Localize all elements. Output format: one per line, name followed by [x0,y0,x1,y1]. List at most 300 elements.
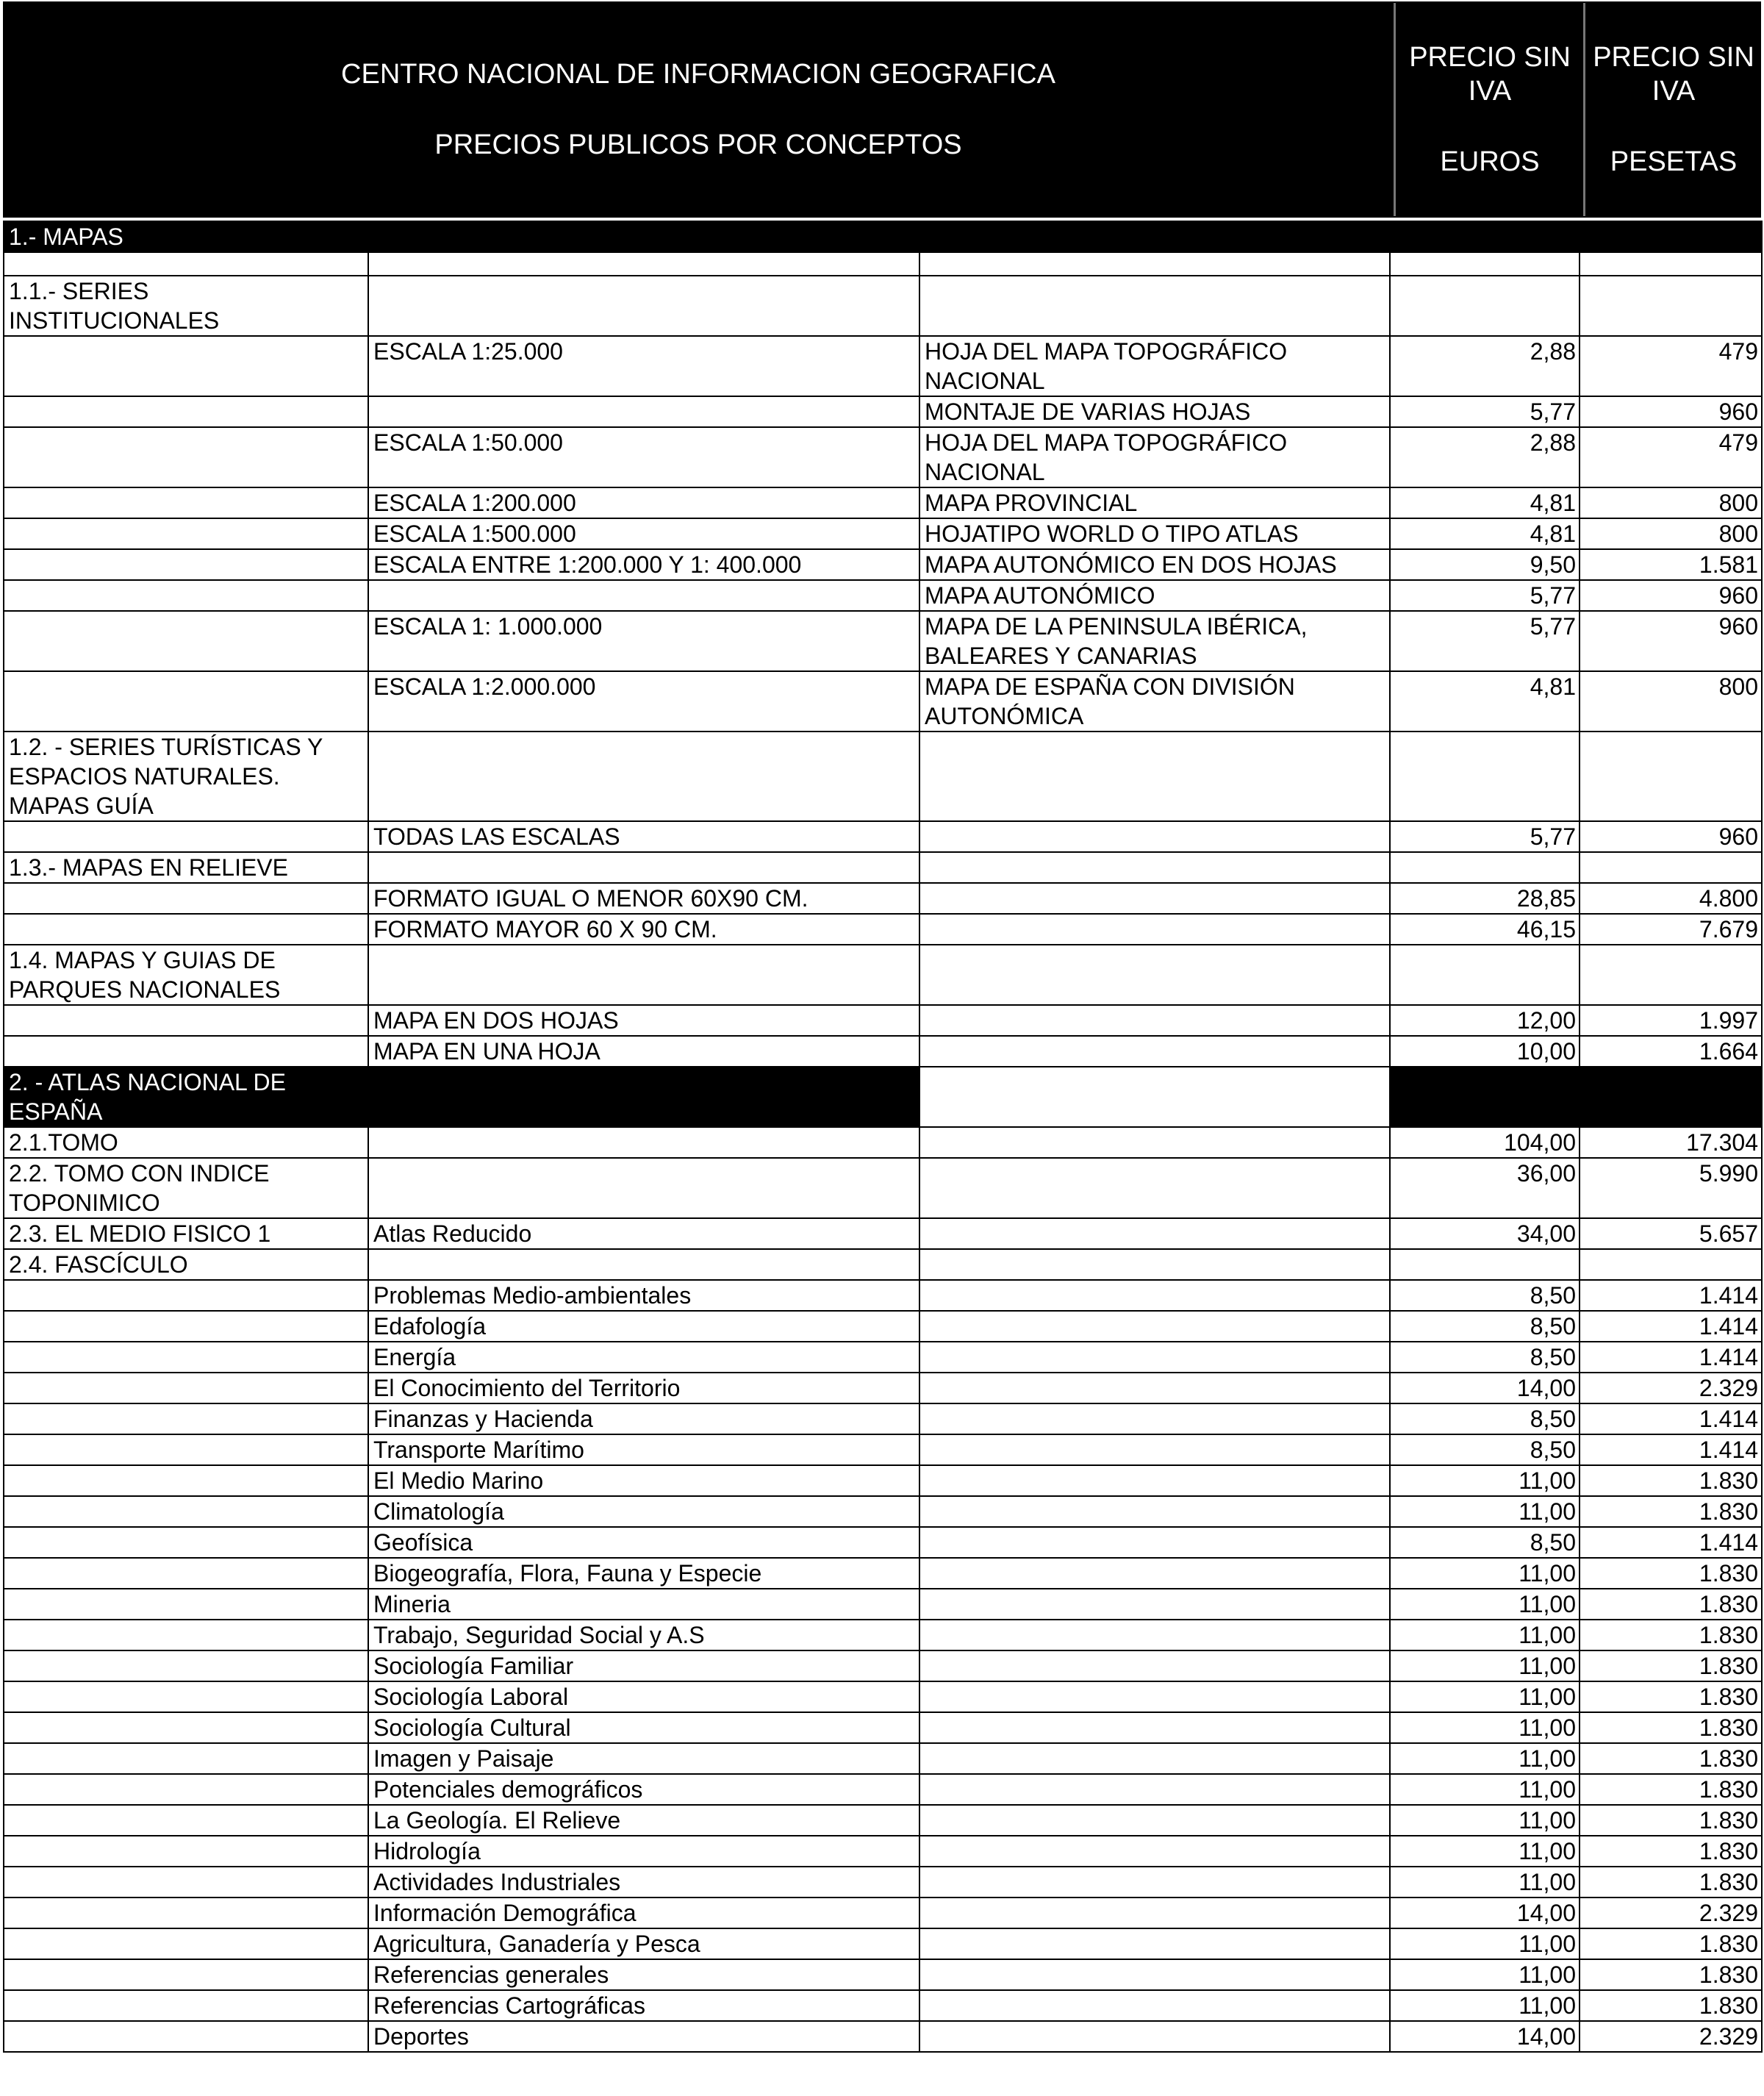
description-cell [919,252,1390,276]
table-row [4,1218,1762,1249]
concept-cell [4,487,368,518]
description-cell [919,1836,1390,1867]
concept-cell [4,914,368,945]
scale-cell: El Medio Marino [368,1465,919,1496]
description-cell [919,914,1390,945]
price-euros-cell: 8,50 [1390,1280,1580,1311]
price-pesetas-cell: 5.657 [1580,1218,1762,1249]
table-row [4,1036,1762,1067]
price-pesetas-cell: 2.329 [1580,1373,1762,1403]
price-euros-cell: 11,00 [1390,1712,1580,1743]
scale-cell: Climatología [368,1496,919,1527]
header-title-cell [4,3,1392,216]
price-pesetas-cell: 1.830 [1580,1681,1762,1712]
price-pesetas-cell: 1.414 [1580,1403,1762,1434]
description-cell [919,1527,1390,1558]
description-cell [919,852,1390,883]
price-pesetas-cell [1580,1067,1762,1127]
scale-cell: Problemas Medio-ambientales [368,1280,919,1311]
scale-cell [368,396,919,427]
table-row [4,518,1762,549]
concept-cell [4,1712,368,1743]
price-pesetas-cell [1580,276,1762,336]
price-pesetas-cell: 479 [1580,427,1762,487]
concept-cell [4,821,368,852]
price-table-body [4,221,1762,2052]
price-pesetas-cell: 1.830 [1580,1774,1762,1805]
price-euros-cell: 5,77 [1390,611,1580,671]
description-cell: HOJA DEL MAPA TOPOGRÁFICO NACIONAL [919,336,1390,396]
price-euros-cell [1390,1249,1580,1280]
price-euros-cell: 36,00 [1390,1158,1580,1218]
scale-cell [368,1158,919,1218]
euros-col-label-2: IVA [1468,76,1512,107]
scale-cell: ESCALA 1:200.000 [368,487,919,518]
price-pesetas-cell: 1.830 [1580,1836,1762,1867]
table-row [4,1403,1762,1434]
price-pesetas-cell: 1.414 [1580,1342,1762,1373]
price-euros-cell [1390,852,1580,883]
description-cell: MAPA PROVINCIAL [919,487,1390,518]
price-euros-cell: 8,50 [1390,1311,1580,1342]
description-cell: MAPA DE LA PENINSULA IBÉRICA, BALEARES Y CANARIAS [919,611,1390,671]
concept-cell [4,1589,368,1620]
price-pesetas-cell: 1.830 [1580,1867,1762,1898]
price-euros-cell: 9,50 [1390,549,1580,580]
description-cell [919,883,1390,914]
scale-cell: Información Demográfica [368,1898,919,1928]
concept-cell [4,336,368,396]
scale-cell: Imagen y Paisaje [368,1743,919,1774]
price-pesetas-cell [1580,252,1762,276]
price-pesetas-cell [1580,221,1762,252]
price-euros-cell: 14,00 [1390,1898,1580,1928]
price-euros-cell: 46,15 [1390,914,1580,945]
price-pesetas-cell: 960 [1580,580,1762,611]
scale-cell [368,221,919,252]
concept-cell [4,427,368,487]
header-pesetas-cell [1583,3,1762,216]
table-row [4,821,1762,852]
concept-cell [4,1342,368,1373]
concept-cell [4,1805,368,1836]
price-pesetas-cell [1580,1249,1762,1280]
price-pesetas-cell: 2.329 [1580,2021,1762,2052]
price-euros-cell: 2,88 [1390,336,1580,396]
concept-cell [4,1373,368,1403]
table-row [4,1990,1762,2021]
table-row [4,487,1762,518]
scale-cell [368,732,919,821]
price-pesetas-cell: 960 [1580,396,1762,427]
description-cell [919,1067,1390,1127]
price-pesetas-cell: 800 [1580,518,1762,549]
scale-cell [368,580,919,611]
price-pesetas-cell: 800 [1580,487,1762,518]
concept-cell [4,1558,368,1589]
description-cell: MAPA DE ESPAÑA CON DIVISIÓN AUTONÓMICA [919,671,1390,732]
concept-cell [4,1681,368,1712]
table-row [4,1898,1762,1928]
table-row [4,276,1762,336]
table-row [4,2021,1762,2052]
price-pesetas-cell: 1.830 [1580,1620,1762,1650]
price-euros-cell: 11,00 [1390,1650,1580,1681]
description-cell [919,1434,1390,1465]
concept-cell: 1.- MAPAS [4,221,368,252]
price-pesetas-cell: 1.414 [1580,1527,1762,1558]
price-euros-cell: 28,85 [1390,883,1580,914]
scale-cell: El Conocimiento del Territorio [368,1373,919,1403]
table-row [4,1712,1762,1743]
price-euros-cell [1390,276,1580,336]
price-pesetas-cell: 1.830 [1580,1743,1762,1774]
scale-cell [368,1127,919,1158]
euros-col-label-1: PRECIO SIN [1409,42,1571,73]
price-pesetas-cell: 1.414 [1580,1311,1762,1342]
price-euros-cell: 14,00 [1390,2021,1580,2052]
price-euros-cell: 11,00 [1390,1928,1580,1959]
concept-cell [4,549,368,580]
table-row [4,611,1762,671]
concept-cell [4,1403,368,1434]
scale-cell: ESCALA 1:25.000 [368,336,919,396]
price-pesetas-cell: 1.830 [1580,1496,1762,1527]
description-cell [919,1898,1390,1928]
scale-cell: Trabajo, Seguridad Social y A.S [368,1620,919,1650]
concept-cell [4,1928,368,1959]
description-cell: MONTAJE DE VARIAS HOJAS [919,396,1390,427]
price-pesetas-cell [1580,945,1762,1005]
concept-cell: 1.1.- SERIES INSTITUCIONALES [4,276,368,336]
table-row [4,732,1762,821]
price-pesetas-cell: 1.997 [1580,1005,1762,1036]
concept-cell [4,671,368,732]
price-pesetas-cell: 960 [1580,821,1762,852]
pesetas-col-label-2: IVA [1652,76,1696,107]
price-euros-cell: 11,00 [1390,1465,1580,1496]
concept-cell [4,1005,368,1036]
table-row [4,1928,1762,1959]
concept-cell: 2.2. TOMO CON INDICE TOPONIMICO [4,1158,368,1218]
table-row [4,1127,1762,1158]
description-cell [919,1712,1390,1743]
price-euros-cell [1390,732,1580,821]
scale-cell: ESCALA 1:2.000.000 [368,671,919,732]
description-cell [919,1496,1390,1527]
description-cell [919,1558,1390,1589]
price-pesetas-cell: 1.830 [1580,1589,1762,1620]
scale-cell: FORMATO IGUAL O MENOR 60X90 CM. [368,883,919,914]
price-pesetas-cell: 4.800 [1580,883,1762,914]
concept-cell [4,252,368,276]
description-cell [919,1280,1390,1311]
price-pesetas-cell: 1.830 [1580,1712,1762,1743]
table-row [4,1311,1762,1342]
concept-cell [4,883,368,914]
price-pesetas-cell: 1.664 [1580,1036,1762,1067]
concept-cell [4,1311,368,1342]
table-row [4,1158,1762,1218]
section-header-row [4,1067,1762,1127]
table-row [4,914,1762,945]
table-row [4,1620,1762,1650]
description-cell [919,1036,1390,1067]
table-row [4,396,1762,427]
price-euros-cell: 10,00 [1390,1036,1580,1067]
table-row [4,1005,1762,1036]
pesetas-col-label-1: PRECIO SIN [1593,42,1754,73]
concept-cell [4,1434,368,1465]
price-pesetas-cell: 1.414 [1580,1280,1762,1311]
table-row [4,1527,1762,1558]
scale-cell: TODAS LAS ESCALAS [368,821,919,852]
scale-cell [368,276,919,336]
table-row [4,1342,1762,1373]
concept-cell [4,1036,368,1067]
price-pesetas-cell: 960 [1580,611,1762,671]
price-euros-cell: 4,81 [1390,518,1580,549]
description-cell [919,221,1390,252]
scale-cell [368,252,919,276]
euros-col-unit: EUROS [1440,146,1540,177]
scale-cell: Energía [368,1342,919,1373]
description-cell [919,1249,1390,1280]
table-row [4,1280,1762,1311]
price-euros-cell: 34,00 [1390,1218,1580,1249]
description-cell [919,1928,1390,1959]
scale-cell: Transporte Marítimo [368,1434,919,1465]
price-pesetas-cell: 1.581 [1580,549,1762,580]
price-euros-cell: 11,00 [1390,1681,1580,1712]
scale-cell: Sociología Familiar [368,1650,919,1681]
scale-cell: La Geología. El Relieve [368,1805,919,1836]
document-subtitle: PRECIOS PUBLICOS POR CONCEPTOS [434,129,962,160]
description-cell: HOJA DEL MAPA TOPOGRÁFICO NACIONAL [919,427,1390,487]
scale-cell: MAPA EN DOS HOJAS [368,1005,919,1036]
description-cell [919,1342,1390,1373]
price-pesetas-cell: 1.830 [1580,1805,1762,1836]
description-cell [919,1743,1390,1774]
price-pesetas-cell: 1.830 [1580,1558,1762,1589]
document-title: CENTRO NACIONAL DE INFORMACION GEOGRAFICA [341,59,1055,90]
price-euros-cell: 4,81 [1390,671,1580,732]
description-cell [919,1311,1390,1342]
table-row [4,1836,1762,1867]
scale-cell: Biogeografía, Flora, Fauna y Especie [368,1558,919,1589]
scale-cell: Edafología [368,1311,919,1342]
concept-cell [4,1496,368,1527]
description-cell [919,821,1390,852]
table-row [4,580,1762,611]
table-row [4,549,1762,580]
table-row [4,945,1762,1005]
concept-cell: 2.4. FASCÍCULO [4,1249,368,1280]
scale-cell: Agricultura, Ganadería y Pesca [368,1928,919,1959]
price-euros-cell: 5,77 [1390,396,1580,427]
price-pesetas-cell: 1.830 [1580,1928,1762,1959]
scale-cell [368,852,919,883]
table-row [4,1774,1762,1805]
table-header [3,1,1761,218]
price-euros-cell: 11,00 [1390,1558,1580,1589]
scale-cell: ESCALA 1:50.000 [368,427,919,487]
price-euros-cell [1390,221,1580,252]
price-euros-cell [1390,945,1580,1005]
table-row [4,1743,1762,1774]
price-euros-cell: 12,00 [1390,1005,1580,1036]
price-euros-cell: 8,50 [1390,1527,1580,1558]
scale-cell: ESCALA 1: 1.000.000 [368,611,919,671]
concept-cell [4,2021,368,2052]
table-row [4,883,1762,914]
table-row [4,427,1762,487]
table-row [4,1959,1762,1990]
scale-cell: MAPA EN UNA HOJA [368,1036,919,1067]
table-row [4,852,1762,883]
scale-cell: Sociología Laboral [368,1681,919,1712]
scale-cell: Referencias Cartográficas [368,1990,919,2021]
price-euros-cell: 104,00 [1390,1127,1580,1158]
description-cell [919,1158,1390,1218]
scale-cell: Deportes [368,2021,919,2052]
description-cell [919,1589,1390,1620]
scale-cell: FORMATO MAYOR 60 X 90 CM. [368,914,919,945]
table-row [4,1373,1762,1403]
scale-cell: Atlas Reducido [368,1218,919,1249]
price-pesetas-cell [1580,732,1762,821]
concept-cell [4,518,368,549]
description-cell: MAPA AUTONÓMICO [919,580,1390,611]
concept-cell [4,1867,368,1898]
concept-cell [4,1527,368,1558]
scale-cell: Potenciales demográficos [368,1774,919,1805]
scale-cell: Sociología Cultural [368,1712,919,1743]
price-euros-cell: 14,00 [1390,1373,1580,1403]
price-euros-cell: 4,81 [1390,487,1580,518]
concept-cell [4,1465,368,1496]
description-cell [919,1774,1390,1805]
concept-cell [4,580,368,611]
table-row [4,671,1762,732]
description-cell [919,1403,1390,1434]
header-euros-cell [1394,3,1584,216]
concept-cell: 1.4. MAPAS Y GUIAS DE PARQUES NACIONALES [4,945,368,1005]
description-cell [919,276,1390,336]
table-row [4,1650,1762,1681]
price-euros-cell [1390,1067,1580,1127]
concept-cell [4,611,368,671]
table-row [4,1249,1762,1280]
price-euros-cell: 11,00 [1390,1743,1580,1774]
price-table [3,221,1763,2053]
price-euros-cell: 5,77 [1390,821,1580,852]
price-euros-cell: 11,00 [1390,1805,1580,1836]
table-row [4,252,1762,276]
price-euros-cell: 11,00 [1390,1496,1580,1527]
description-cell [919,945,1390,1005]
price-pesetas-cell [1580,852,1762,883]
price-euros-cell: 11,00 [1390,1836,1580,1867]
table-row [4,1589,1762,1620]
concept-cell [4,1620,368,1650]
description-cell [919,1990,1390,2021]
description-cell [919,1620,1390,1650]
price-euros-cell: 11,00 [1390,1867,1580,1898]
price-pesetas-cell: 17.304 [1580,1127,1762,1158]
pesetas-col-unit: PESETAS [1610,146,1738,177]
table-row [4,1558,1762,1589]
description-cell [919,1373,1390,1403]
description-cell [919,1218,1390,1249]
description-cell: MAPA AUTONÓMICO EN DOS HOJAS [919,549,1390,580]
price-euros-cell: 8,50 [1390,1403,1580,1434]
description-cell [919,1650,1390,1681]
concept-cell: 2. - ATLAS NACIONAL DE ESPAÑA [4,1067,368,1127]
description-cell [919,2021,1390,2052]
description-cell [919,1005,1390,1036]
price-pesetas-cell: 2.329 [1580,1898,1762,1928]
concept-cell [4,1774,368,1805]
table-row [4,336,1762,396]
scale-cell: Mineria [368,1589,919,1620]
concept-cell: 2.3. EL MEDIO FISICO 1 [4,1218,368,1249]
scale-cell [368,945,919,1005]
price-euros-cell: 11,00 [1390,1620,1580,1650]
price-pesetas-cell: 1.414 [1580,1434,1762,1465]
price-pesetas-cell: 1.830 [1580,1990,1762,2021]
table-row [4,1496,1762,1527]
concept-cell [4,1836,368,1867]
concept-cell [4,1650,368,1681]
price-euros-cell: 8,50 [1390,1342,1580,1373]
price-pesetas-cell: 5.990 [1580,1158,1762,1218]
description-cell [919,1465,1390,1496]
price-pesetas-cell: 800 [1580,671,1762,732]
description-cell [919,1959,1390,1990]
scale-cell [368,1249,919,1280]
price-pesetas-cell: 479 [1580,336,1762,396]
scale-cell: Actividades Industriales [368,1867,919,1898]
description-cell [919,732,1390,821]
price-pesetas-cell: 1.830 [1580,1465,1762,1496]
scale-cell: Finanzas y Hacienda [368,1403,919,1434]
table-row [4,1805,1762,1836]
description-cell [919,1867,1390,1898]
description-cell [919,1805,1390,1836]
concept-cell [4,1990,368,2021]
concept-cell [4,396,368,427]
concept-cell: 2.1.TOMO [4,1127,368,1158]
scale-cell: ESCALA 1:500.000 [368,518,919,549]
price-euros-cell: 2,88 [1390,427,1580,487]
section-header-row [4,221,1762,252]
description-cell [919,1127,1390,1158]
price-pesetas-cell: 7.679 [1580,914,1762,945]
price-euros-cell: 5,77 [1390,580,1580,611]
scale-cell [368,1067,919,1127]
price-euros-cell: 11,00 [1390,1774,1580,1805]
price-euros-cell: 11,00 [1390,1589,1580,1620]
concept-cell [4,1959,368,1990]
concept-cell: 1.2. - SERIES TURÍSTICAS Y ESPACIOS NATURALES. MAPAS GUÍA [4,732,368,821]
price-euros-cell: 11,00 [1390,1990,1580,2021]
price-euros-cell: 8,50 [1390,1434,1580,1465]
table-row [4,1434,1762,1465]
table-row [4,1867,1762,1898]
scale-cell: ESCALA ENTRE 1:200.000 Y 1: 400.000 [368,549,919,580]
concept-cell [4,1743,368,1774]
